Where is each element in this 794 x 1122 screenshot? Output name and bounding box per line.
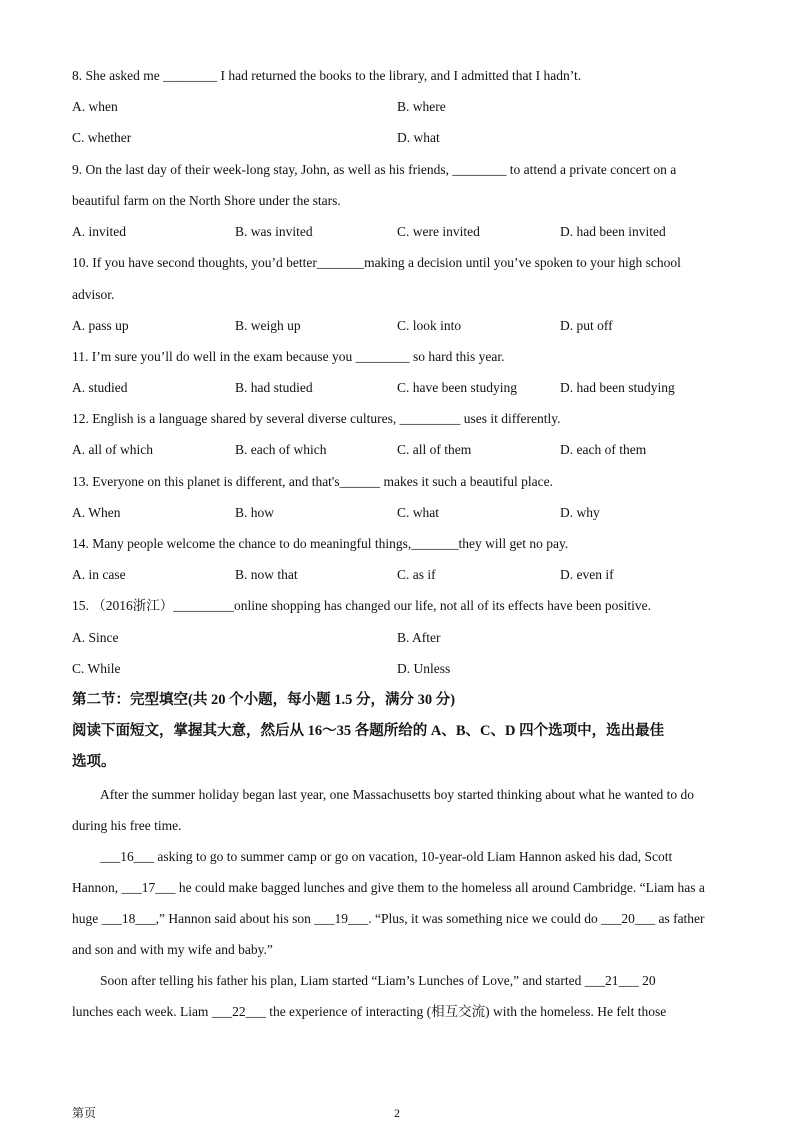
question-13-option-b: B. how: [235, 505, 275, 520]
passage-text: huge: [72, 911, 102, 926]
question-11-option-b: B. had studied: [235, 380, 313, 395]
question-14-stem: 14. Many people welcome the chance to do meaningful things,_______they will get no pay.: [72, 536, 569, 551]
section-title: 第二节：完型填空(共 20 个小题，每小题 1.5 分，满分 30 分): [72, 692, 456, 708]
question-9-option-b: B. was invited: [235, 224, 313, 239]
passage-paragraph-2-line-2: [72, 879, 705, 897]
question-9-option-c: C. were invited: [397, 224, 480, 239]
footer-label: 第页: [72, 1106, 97, 1120]
passage-paragraph-2-line-3: [72, 910, 705, 928]
blank-18: ___18___: [101, 911, 156, 926]
passage-text: lunches each week. Liam: [72, 1004, 212, 1019]
passage-paragraph-3-line-2: [72, 1003, 666, 1021]
passage-text: Soon after telling his father his plan, Liam started “Liam’s Lunches of Love,” and started: [100, 973, 585, 988]
passage-paragraph-2: [100, 848, 672, 866]
question-11-stem: 11. I’m sure you’ll do well in the exam because you ________ so hard this year.: [72, 349, 505, 364]
blank-21: ___21___: [584, 973, 639, 988]
question-13-option-a: A. When: [72, 505, 121, 520]
passage-paragraph-3: [100, 972, 656, 990]
question-13-option-c: C. what: [397, 505, 439, 520]
question-9-stem-continued: beautiful farm on the North Shore under the stars.: [72, 193, 341, 208]
question-15-option-a: A. Since: [72, 630, 119, 645]
question-15-option-c: C. While: [72, 661, 121, 676]
question-9-option-a: A. invited: [72, 224, 126, 239]
question-8-option-b: B. where: [397, 99, 446, 114]
question-8-stem: 8. She asked me ________ I had returned the books to the library, and I admitted that I hadn’t.: [72, 68, 582, 83]
blank-16: ___16___: [100, 849, 154, 864]
blank-19: ___19___: [314, 911, 369, 926]
question-15-stem: 15. （2016浙江）_________online shopping has changed our life, not all of its effects have been positive.: [72, 598, 652, 613]
question-9-option-d: D. had been invited: [560, 224, 666, 239]
question-14-option-d: D. even if: [560, 567, 614, 582]
question-12-option-a: A. all of which: [72, 442, 153, 457]
question-14-option-a: A. in case: [72, 567, 126, 582]
blank-22: ___22___: [211, 1004, 266, 1019]
question-8-option-a: A. when: [72, 99, 118, 114]
question-11-option-d: D. had been studying: [560, 380, 675, 395]
question-14-option-b: B. now that: [235, 567, 298, 582]
question-13-option-d: D. why: [560, 505, 600, 520]
question-11-option-c: C. have been studying: [397, 380, 517, 395]
passage-text: he could make bagged lunches and give them to the homeless all around Cambridge. “Liam has a: [175, 880, 705, 895]
passage-text: . “Plus, it was something nice we could do: [368, 911, 602, 926]
question-13-stem: 13. Everyone on this planet is different, and that's______ makes it such a beautiful place.: [72, 474, 553, 489]
question-10-option-c: C. look into: [397, 318, 462, 333]
passage-paragraph-1: After the summer holiday began last year, one Massachusetts boy started thinking about what he wanted to do: [100, 787, 695, 802]
question-14-option-c: C. as if: [397, 567, 436, 582]
passage-text: 20: [638, 973, 656, 988]
question-10-option-b: B. weigh up: [235, 318, 301, 333]
question-12-stem: 12. English is a language shared by several diverse cultures, _________ uses it differently.: [72, 411, 561, 426]
passage-paragraph-2-line-4: and son and with my wife and baby.”: [72, 942, 273, 957]
passage-text: the experience of interacting (相互交流) with the homeless. He felt those: [265, 1004, 667, 1019]
question-11-option-a: A. studied: [72, 380, 128, 395]
question-10-stem: 10. If you have second thoughts, you’d better_______making a decision until you’ve spoken to your high school: [72, 255, 681, 270]
section-instruction-continued: 选项。: [72, 754, 116, 770]
page-number: 2: [394, 1106, 400, 1120]
question-9-stem: 9. On the last day of their week-long stay, John, as well as his friends, ________ to attend a private concert on a: [72, 162, 677, 177]
passage-text: ,” Hannon said about his son: [155, 911, 315, 926]
question-15-option-d: D. Unless: [397, 661, 451, 676]
passage-text: asking to go to summer camp or go on vacation, 10-year-old Liam Hannon asked his dad, Scott: [154, 849, 673, 864]
passage-text: Hannon,: [72, 880, 122, 895]
question-10-stem-continued: advisor.: [72, 287, 115, 302]
question-10-option-d: D. put off: [560, 318, 613, 333]
question-10-option-a: A. pass up: [72, 318, 129, 333]
question-8-option-c: C. whether: [72, 130, 132, 145]
section-instruction: 阅读下面短文，掌握其大意，然后从 16～35 各题所给的 A、B、C、D 四个选项中，选出最佳: [72, 723, 665, 739]
question-12-option-d: D. each of them: [560, 442, 647, 457]
question-8-option-d: D. what: [397, 130, 440, 145]
blank-20: ___20___: [601, 911, 656, 926]
question-12-option-c: C. all of them: [397, 442, 472, 457]
blank-17: ___17___: [121, 880, 176, 895]
passage-paragraph-1-continued: during his free time.: [72, 818, 182, 833]
passage-text: as father: [655, 911, 705, 926]
question-15-option-b: B. After: [397, 630, 441, 645]
question-12-option-b: B. each of which: [235, 442, 327, 457]
